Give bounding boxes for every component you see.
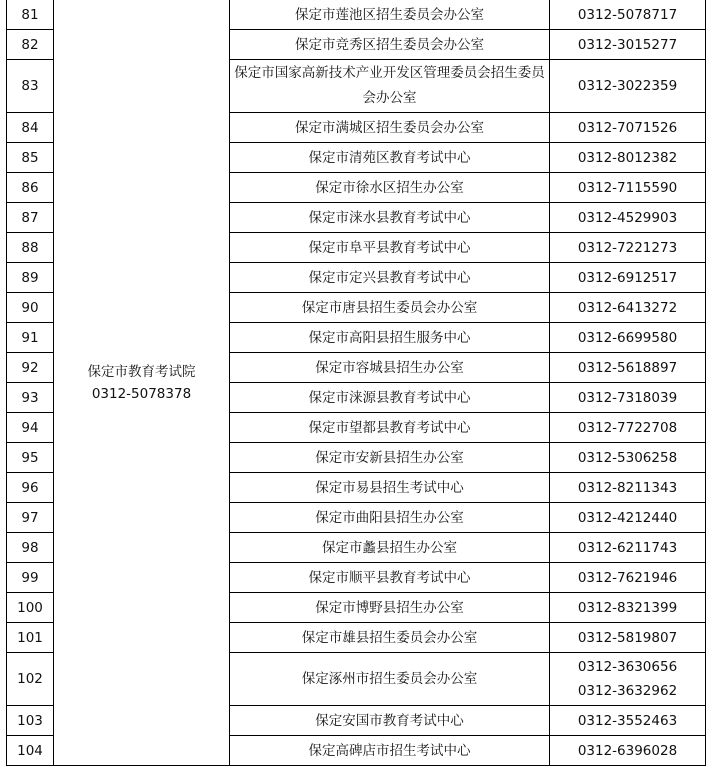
office-phone: 0312-3552463: [550, 706, 706, 736]
office-name: 保定市国家高新技术产业开发区管理委员会招生委员会办公室: [230, 60, 550, 113]
office-name: 保定市定兴县教育考试中心: [230, 263, 550, 293]
row-number: 84: [7, 113, 54, 143]
row-number: 97: [7, 503, 54, 533]
row-number: 93: [7, 383, 54, 413]
row-number: 85: [7, 143, 54, 173]
office-name: 保定市望都县教育考试中心: [230, 413, 550, 443]
office-phone: 0312-8211343: [550, 473, 706, 503]
row-number: 91: [7, 323, 54, 353]
row-number: 100: [7, 593, 54, 623]
office-phone: 0312-5306258: [550, 443, 706, 473]
office-phone: 0312-7115590: [550, 173, 706, 203]
row-number: 86: [7, 173, 54, 203]
office-name: 保定市阜平县教育考试中心: [230, 233, 550, 263]
office-name: 保定市易县招生考试中心: [230, 473, 550, 503]
office-phone: 0312-7071526: [550, 113, 706, 143]
office-phone: 0312-7621946: [550, 563, 706, 593]
office-phone: 0312-4212440: [550, 503, 706, 533]
office-phone: 0312-3015277: [550, 30, 706, 60]
row-number: 101: [7, 623, 54, 653]
row-number: 90: [7, 293, 54, 323]
office-name: 保定市蠡县招生办公室: [230, 533, 550, 563]
office-phone: 0312-7221273: [550, 233, 706, 263]
office-name: 保定安国市教育考试中心: [230, 706, 550, 736]
office-phone: 0312-3632962: [577, 683, 678, 699]
office-name: 保定市顺平县教育考试中心: [230, 563, 550, 593]
row-number: 87: [7, 203, 54, 233]
office-name: 保定市竞秀区招生委员会办公室: [230, 30, 550, 60]
office-phone: 0312-6912517: [550, 263, 706, 293]
office-phone: 0312-4529903: [550, 203, 706, 233]
city-authority-cell: [54, 0, 230, 766]
office-phone: 0312-5618897: [550, 353, 706, 383]
office-phone: 0312-6413272: [550, 293, 706, 323]
office-name: 保定市高阳县招生服务中心: [230, 323, 550, 353]
office-name: 保定市徐水区招生办公室: [230, 173, 550, 203]
office-phone: 0312-3022359: [550, 60, 706, 113]
row-number: 98: [7, 533, 54, 563]
row-number: 89: [7, 263, 54, 293]
row-number: 103: [7, 706, 54, 736]
office-phone: 0312-6211743: [550, 533, 706, 563]
city-authority-name: 保定市教育考试院: [87, 363, 196, 380]
office-phone: 0312-7318039: [550, 383, 706, 413]
row-number: 88: [7, 233, 54, 263]
office-phone: 0312-5819807: [550, 623, 706, 653]
office-name: 保定市唐县招生委员会办公室: [230, 293, 550, 323]
row-number: 83: [7, 60, 54, 113]
row-number: 102: [7, 653, 54, 706]
office-name: 保定市涞水县教育考试中心: [230, 203, 550, 233]
office-name: 保定高碑店市招生考试中心: [230, 736, 550, 766]
office-phone: 0312-7722708: [550, 413, 706, 443]
row-number: 96: [7, 473, 54, 503]
row-number: 99: [7, 563, 54, 593]
office-phones: [550, 653, 706, 706]
office-name: 保定市莲池区招生委员会办公室: [230, 0, 550, 30]
office-phone: 0312-3630656: [577, 659, 678, 675]
office-name: 保定市满城区招生委员会办公室: [230, 113, 550, 143]
office-name: 保定市安新县招生办公室: [230, 443, 550, 473]
row-number: 82: [7, 30, 54, 60]
city-authority-phone: 0312-5078378: [91, 385, 192, 402]
row-number: 94: [7, 413, 54, 443]
row-number: 95: [7, 443, 54, 473]
office-phone: 0312-6699580: [550, 323, 706, 353]
office-name: 保定市涞源县教育考试中心: [230, 383, 550, 413]
office-phone: 0312-8321399: [550, 593, 706, 623]
row-number: 92: [7, 353, 54, 383]
office-name: 保定市雄县招生委员会办公室: [230, 623, 550, 653]
table-row: [7, 0, 706, 30]
row-number: 104: [7, 736, 54, 766]
office-name: 保定市博野县招生办公室: [230, 593, 550, 623]
office-name: 保定涿州市招生委员会办公室: [230, 653, 550, 706]
office-phone: 0312-5078717: [550, 0, 706, 30]
office-name: 保定市曲阳县招生办公室: [230, 503, 550, 533]
office-phone: 0312-8012382: [550, 143, 706, 173]
office-name: 保定市容城县招生办公室: [230, 353, 550, 383]
office-name: 保定市清苑区教育考试中心: [230, 143, 550, 173]
row-number: 81: [7, 0, 54, 30]
office-phone: 0312-6396028: [550, 736, 706, 766]
admissions-contact-table: [6, 0, 706, 766]
